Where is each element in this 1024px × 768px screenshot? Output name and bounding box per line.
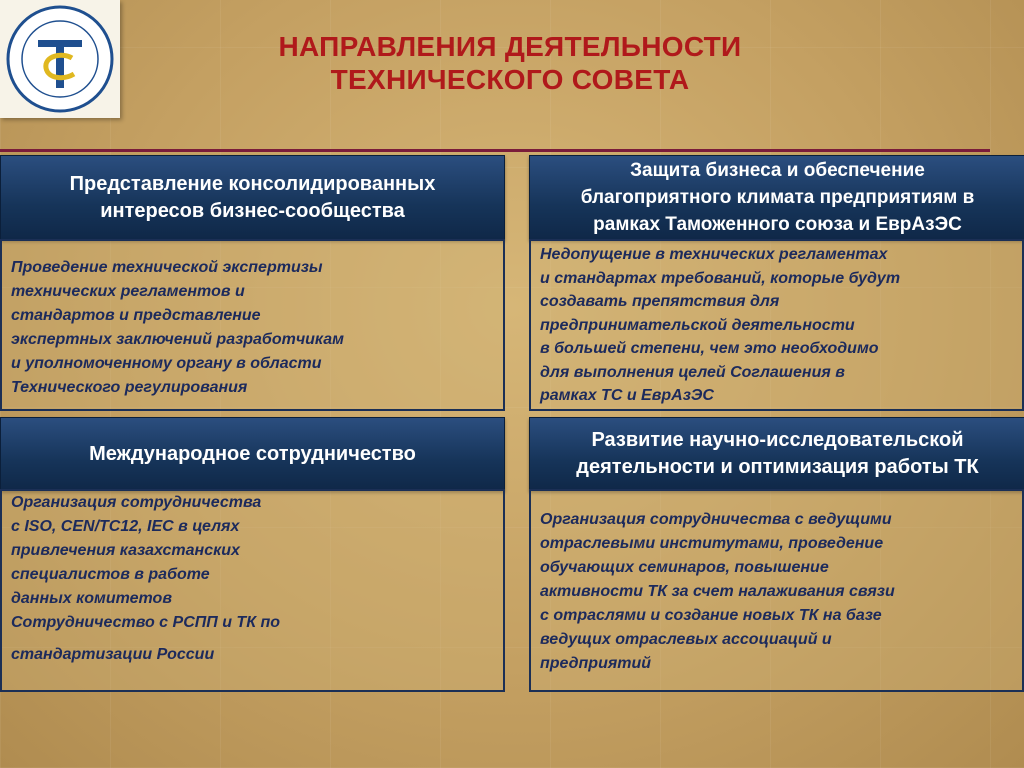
block-3-header	[0, 417, 505, 491]
block-2-body-line: и стандартах требований, которые будут	[540, 269, 901, 287]
block-2-body-line: Недопущение в технических регламентах	[540, 246, 888, 263]
block-4-body-line: Организация сотрудничества с ведущими	[540, 511, 892, 528]
block-1-header-line: Представление консолидированных	[69, 172, 436, 195]
title-line-2: ТЕХНИЧЕСКОГО СОВЕТА	[330, 64, 690, 95]
block-2-body-line: для выполнения целей Соглашения в	[540, 363, 845, 381]
divider-line	[0, 149, 990, 152]
block-4-body	[529, 489, 1024, 692]
block-1-body-line: и уполномоченному органу в области	[11, 355, 322, 372]
block-2-body-line: создавать препятствия для	[540, 293, 780, 310]
block-3-body-line: с ISO, CEN/TC12, IEC в целях	[11, 518, 240, 535]
logo-emblem	[0, 0, 120, 118]
block-2-header-line: рамках Таможенного союза и ЕврАзЭС	[593, 214, 962, 235]
block-3-body	[0, 489, 505, 692]
block-2-header	[529, 155, 1024, 240]
block-1-body-line: экспертных заключений разработчикам	[11, 331, 344, 348]
block-1-header-line: интересов бизнес-сообщества	[100, 199, 405, 222]
block-1-body-line: стандартов и представление	[11, 307, 261, 324]
block-1-body-line: технических регламентов и	[11, 283, 245, 300]
block-2-header-line: Защита бизнеса и обеспечение	[630, 160, 925, 181]
title-line-1: НАПРАВЛЕНИЯ ДЕЯТЕЛЬНОСТИ	[278, 31, 742, 62]
block-4-body-line: ведущих отраслевых ассоциаций и	[540, 631, 832, 648]
block-4-body-line: предприятий	[540, 655, 652, 672]
block-3-body-line: привлечения казахстанских	[11, 542, 240, 559]
block-4-body-line: отраслевыми институтами, проведение	[540, 535, 884, 552]
block-4-body-line: обучающих семинаров, повышение	[540, 559, 829, 576]
block-3-body-line: Организация сотрудничества	[11, 494, 262, 511]
block-4-header-line: деятельности и оптимизация работы ТК	[576, 456, 979, 478]
block-4-header-line: Развитие научно-исследовательской	[591, 429, 964, 451]
block-3-body-line: Сотрудничество с РСПП и ТК по	[11, 614, 281, 631]
block-2-body-line: предпринимательской деятельности	[540, 316, 855, 334]
block-1-body-line: Технического регулирования	[11, 379, 248, 396]
block-2-header-line: благоприятного климата предприятиям в	[580, 187, 975, 208]
block-2-body-line: рамках ТС и ЕврАзЭС	[540, 387, 714, 404]
page-title	[250, 30, 770, 96]
block-3-body-line: специалистов в работе	[11, 566, 210, 583]
block-2-body	[529, 239, 1024, 411]
block-3-header-line: Международное сотрудничество	[89, 442, 416, 465]
logo	[0, 0, 120, 118]
block-2-body-line: в большей степени, чем это необходимо	[540, 340, 879, 357]
block-1-body	[0, 239, 505, 411]
block-1-header	[0, 155, 505, 240]
block-4-body-line: активности ТК за счет налаживания связи	[540, 583, 895, 600]
block-3-body-line: данных комитетов	[11, 590, 172, 607]
block-3-body-line: стандартизации России	[11, 646, 215, 663]
block-4-header	[529, 417, 1024, 491]
block-1-body-line: Проведение технической экспертизы	[11, 259, 323, 276]
block-4-body-line: с отраслями и создание новых ТК на базе	[540, 607, 882, 624]
